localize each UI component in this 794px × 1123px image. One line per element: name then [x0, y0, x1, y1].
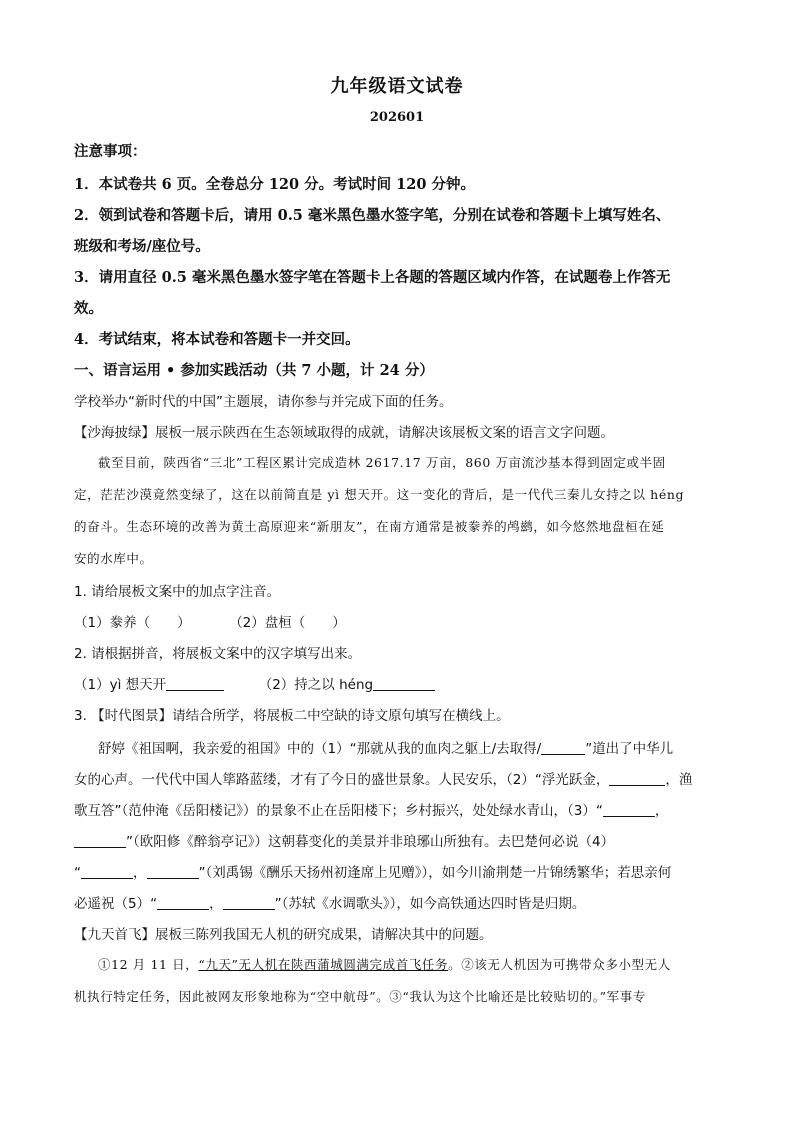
- notice-item-3b: 效。: [74, 300, 103, 317]
- notice-item-1: 1．本试卷共 6 页。全卷总分 120 分。考试时间 120 分钟。: [74, 176, 475, 193]
- board3-text-line: 机执行特定任务，因此被网友形象地称为“空中航母”。③“我认为这个比喻还是比较贴切的。”军事专: [74, 989, 646, 1004]
- board1-text-line: 的奋斗。生态环境的改善为黄土高原迎来“新朋友”，在南方通常是被豢养的鸬鹚，如今悠然地盘桓在延: [74, 519, 665, 534]
- question-2b: （2）持之以 héng: [258, 677, 374, 693]
- notice-item-2a: 2．领到试卷和答题卡后，请用 0.5 毫米黑色墨水签字笔，分别在试卷和答题卡上填写姓名、: [74, 207, 671, 224]
- notice-item-3a: 3．请用直径 0.5 毫米黑色墨水签字笔在答题卡上各题的答题区域内作答，在试题卷上作答无: [74, 269, 671, 286]
- question-3-para-line: [74, 892, 722, 912]
- question-3-text: “: [74, 865, 81, 881]
- board1-text-line: 定，茫茫沙漠竟然变绿了，这在以前简直是 yì 想天开。这一变化的背后，是一代代三秦儿女持之以 héng: [74, 487, 685, 502]
- question-3-text: ”道出了中华儿: [585, 741, 674, 757]
- answer-blank[interactable]: [81, 866, 133, 879]
- question-3-text: 女的心声。一代代中国人筚路蓝缕，才有了今日的盛世景象。人民安乐，（2）“浮光跃金，: [74, 772, 610, 788]
- section-heading: 一、语言运用 • 参加实践活动（共 7 小题，计 24 分）: [74, 362, 434, 379]
- question-2: 2. 请根据拼音，将展板文案中的汉字填写出来。: [74, 646, 362, 662]
- answer-blank[interactable]: [157, 897, 209, 910]
- question-3-text: ，: [654, 803, 669, 819]
- question-1: 1. 请给展板文案中的加点字注音。: [74, 584, 281, 600]
- board3-text: 。②该无人机因为可携带众多小型无人: [448, 957, 671, 972]
- question-3-para-line: [74, 861, 722, 881]
- notice-item-4: 4．考试结束，将本试卷和答题卡一并交回。: [74, 331, 360, 348]
- answer-blank[interactable]: [166, 678, 224, 691]
- board3-text: ①12 月 11 日，: [98, 957, 199, 972]
- answer-blank[interactable]: [541, 742, 585, 755]
- question-3: 3. 【时代图景】请结合所学，将展板二中空缺的诗文原句填写在横线上。: [74, 708, 510, 724]
- question-3-para-line: [74, 768, 722, 788]
- question-3-text: ”（苏轼《水调歌头》），如今高铁通达四时皆是归期。: [274, 896, 586, 912]
- question-1-items: [74, 611, 722, 631]
- exam-code: 202601: [369, 110, 425, 125]
- board3-title: 【九天首飞】展板三陈列我国无人机的研究成果，请解决其中的问题。: [74, 927, 493, 943]
- answer-blank[interactable]: [609, 773, 665, 786]
- board1-text-line: 截至目前，陕西省“三北”工程区累计完成造林 2617.17 万亩，860 万亩流沙基本得到固定或半固: [98, 455, 666, 470]
- answer-blank[interactable]: [74, 835, 126, 848]
- question-3-text: ，渔: [665, 772, 693, 788]
- board1-title: 【沙海披绿】展板一展示陕西在生态领域取得的成就，请解决该展板文案的语言文字问题。: [74, 425, 614, 441]
- question-3-text: ，: [133, 865, 147, 881]
- question-3-text: 舒婷《祖国啊，我亲爱的祖国》中的（1）“那就从我的血肉之躯上/去取得/: [98, 741, 542, 757]
- question-1a: （1）豢养（ ）: [74, 615, 191, 631]
- board3-underlined-sentence: “九天”无人机在陕西蒲城圆满完成首飞任务: [198, 957, 449, 972]
- question-3-text: ，: [209, 896, 223, 912]
- question-3-para-line: [74, 799, 722, 819]
- section-intro: 学校举办“新时代的中国”主题展，请你参与并完成下面的任务。: [74, 394, 453, 410]
- question-3-text: 歌互答”（范仲淹《岳阳楼记》）的景象不止在岳阳楼下；乡村振兴，处处绿水青山，（3）“: [74, 803, 603, 819]
- notice-heading: 注意事项：: [74, 143, 147, 160]
- answer-blank[interactable]: [223, 897, 275, 910]
- question-3-text: 必遥祝（5）“: [74, 896, 158, 912]
- question-3-text: ”（刘禹锡《酬乐天扬州初逢席上见赠》），如今川渝荆楚一片锦绣繁华；若思亲何: [198, 865, 672, 881]
- question-3-text: ”（欧阳修《醉翁亭记》）这朝暮变化的美景并非琅琊山所独有。去巴楚何必说（4）: [126, 834, 615, 850]
- board3-text-line: [98, 955, 722, 973]
- question-1b: （2）盘桓（ ）: [229, 615, 346, 631]
- board1-text-line: 安的水库中。: [74, 551, 153, 566]
- question-3-para-line: [98, 737, 722, 757]
- question-3-para-line: [74, 830, 722, 850]
- exam-title: 九年级语文试卷: [330, 76, 464, 97]
- question-2a: （1）yì 想天开: [74, 677, 167, 693]
- question-2-items: [74, 673, 722, 693]
- answer-blank[interactable]: [603, 804, 655, 817]
- notice-item-2b: 班级和考场/座位号。: [74, 238, 210, 255]
- answer-blank[interactable]: [373, 678, 435, 691]
- answer-blank[interactable]: [147, 866, 199, 879]
